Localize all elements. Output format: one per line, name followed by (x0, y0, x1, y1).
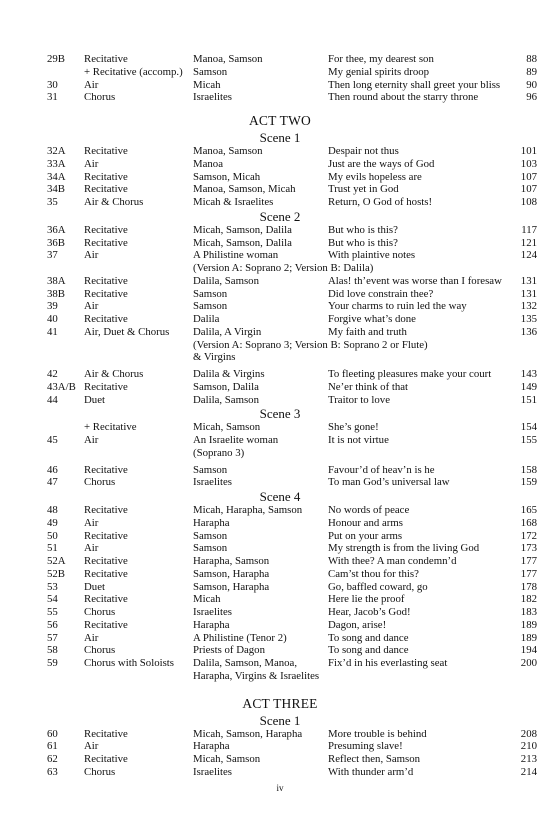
contents-entry (0, 581, 560, 594)
entry-page: 132 (520, 300, 537, 313)
contents-entry (0, 66, 560, 79)
contents-entry (0, 504, 560, 517)
entry-incipit: My genial spirits droop (328, 65, 430, 78)
entry-page: 159 (520, 476, 537, 489)
entry-type: Recitative (84, 145, 128, 157)
contents-entry (0, 766, 560, 779)
entry-type: + Recitative (accomp.) (84, 65, 183, 78)
entry-number: 40 (47, 313, 58, 325)
entry-incipit: But who is this? (328, 223, 398, 236)
entry-characters: Micah (193, 593, 221, 606)
entry-type: Air (84, 157, 99, 170)
entry-incipit: Reflect then, Samson (328, 753, 421, 765)
entry-number: 34B (47, 183, 65, 196)
entry-note-text: (Version A: Soprano 2; Version B: Dalila) (193, 262, 374, 274)
entry-incipit: No words of peace (328, 504, 410, 516)
entry-page: 89 (526, 65, 537, 78)
contents-entry (0, 300, 560, 313)
entry-type: Duet (84, 580, 105, 593)
entry-characters: Samson, Harapha (193, 567, 270, 580)
entry-page: 117 (521, 223, 537, 236)
entry-page: 208 (520, 727, 537, 740)
entry-incipit: But who is this? (328, 236, 398, 249)
entry-page: 149 (520, 380, 537, 393)
entry-type: Air (84, 631, 99, 644)
contents-entry (0, 237, 560, 250)
contents-entry (0, 158, 560, 171)
contents-entry (0, 288, 560, 301)
entry-number: 31 (47, 91, 58, 104)
entry-characters: Samson, Dalila (193, 380, 259, 393)
contents-entry (0, 593, 560, 606)
entry-note-text: (Soprano 3) (193, 446, 245, 459)
entry-page: 108 (520, 196, 537, 208)
entry-incipit: Just are the ways of God (328, 157, 435, 170)
entry-incipit: Presuming slave! (328, 740, 403, 753)
entry-type: Chorus with Soloists (84, 657, 174, 669)
entry-note (0, 447, 560, 460)
entry-type: Recitative (84, 504, 128, 516)
entry-characters: Samson (193, 542, 228, 555)
entry-page: 200 (520, 657, 537, 669)
contents-entry (0, 224, 560, 237)
entry-type: Recitative (84, 313, 128, 325)
contents-entry (0, 728, 560, 741)
contents-entry (0, 196, 560, 209)
entry-incipit: Traitor to love (328, 393, 390, 406)
entry-number: 46 (47, 463, 58, 476)
entry-type: Chorus (84, 476, 116, 489)
scene-heading: Scene 4 (259, 489, 301, 504)
entry-number: 45 (47, 434, 58, 446)
entry-characters: An Israelite woman (193, 434, 279, 446)
contents-entry (0, 368, 560, 381)
entry-incipit: Cam’st thou for this? (328, 567, 419, 580)
entry-page: 107 (520, 170, 537, 183)
entry-type: Air (84, 249, 99, 262)
contents-entry (0, 394, 560, 407)
entry-number: 29B (47, 53, 65, 65)
entry-note (0, 351, 560, 364)
entry-type: Air, Duet & Chorus (84, 325, 170, 338)
contents-entry (0, 530, 560, 543)
entry-number: 30 (47, 78, 58, 91)
contents-entry (0, 183, 560, 196)
entry-type: Duet (84, 393, 105, 406)
entry-incipit: My faith and truth (328, 325, 407, 338)
entry-type: Air (84, 740, 99, 753)
entry-page: 173 (520, 542, 537, 555)
entry-page: 177 (520, 567, 537, 580)
entry-incipit: Your charms to ruin led the way (328, 300, 467, 313)
contents-entry (0, 421, 560, 434)
entry-characters: A Philistine (Tenor 2) (193, 631, 287, 644)
entry-characters: Harapha, Samson (193, 555, 270, 567)
entry-page: 154 (520, 421, 537, 434)
entry-incipit: Alas! th’event was worse than I foresaw (328, 274, 502, 287)
entry-number: 35 (47, 196, 58, 208)
scene-heading: Scene 1 (259, 130, 301, 145)
entry-page: 168 (520, 516, 537, 529)
contents-entry (0, 568, 560, 581)
entry-type: Recitative (84, 170, 128, 183)
entry-number: 57 (47, 631, 58, 644)
act-heading: ACT THREE (242, 695, 318, 711)
entry-type: Recitative (84, 567, 128, 580)
entry-number: 60 (47, 727, 58, 740)
entry-characters: Micah & Israelites (193, 196, 274, 208)
entry-type: Chorus (84, 606, 116, 618)
entry-page: 214 (520, 765, 537, 778)
entry-incipit: Here lie the proof (328, 593, 405, 606)
entry-number: 47 (47, 476, 58, 489)
contents-entry (0, 657, 560, 670)
entry-characters: Dalila, Samson (193, 274, 259, 287)
entry-characters: Israelites (193, 606, 232, 618)
entry-incipit: To song and dance (328, 644, 409, 657)
contents-entry (0, 753, 560, 766)
entry-note (0, 262, 560, 275)
entry-incipit: Ne’er think of that (328, 380, 409, 393)
entry-number: 37 (47, 249, 58, 262)
contents-listing (0, 53, 560, 779)
entry-type: Chorus (84, 91, 116, 104)
entry-type: Air & Chorus (84, 368, 144, 380)
entry-type: Recitative (84, 274, 128, 287)
entry-number: 56 (47, 618, 58, 631)
entry-number: 44 (47, 393, 58, 406)
entry-type: Air (84, 300, 99, 313)
entry-characters: Manoa, Samson, Micah (193, 183, 296, 196)
entry-characters: Micah (193, 78, 221, 91)
contents-entry (0, 249, 560, 262)
contents-entry (0, 632, 560, 645)
entry-number: 38B (47, 287, 65, 300)
entry-characters: A Philistine woman (193, 249, 279, 262)
entry-incipit: Return, O God of hosts! (328, 196, 433, 208)
page-folio: iv (276, 783, 284, 793)
entry-number: 61 (47, 740, 58, 753)
entry-characters: Micah, Samson, Harapha (193, 727, 303, 740)
entry-page: 151 (520, 393, 537, 406)
entry-characters: Israelites (193, 91, 232, 104)
entry-characters: Dalila, Samson (193, 393, 259, 406)
entry-characters: Harapha (193, 618, 230, 631)
entry-page: 90 (526, 78, 537, 91)
entry-page: 101 (520, 145, 537, 157)
entry-characters: Micah, Samson (193, 421, 261, 434)
entry-characters: Samson (193, 287, 228, 300)
entry-characters: Samson (193, 529, 228, 542)
entry-number: 53 (47, 580, 58, 593)
entry-incipit: Favour’d of heav’n is he (328, 463, 435, 476)
entry-number: 52A (47, 555, 66, 567)
entry-incipit: Fix’d in his everlasting seat (328, 657, 448, 669)
entry-incipit: With plaintive notes (328, 249, 416, 262)
entry-number: 49 (47, 516, 58, 529)
entry-page: 143 (520, 368, 537, 380)
entry-incipit: Put on your arms (328, 529, 403, 542)
entry-number: 58 (47, 644, 58, 657)
entry-type: Recitative (84, 380, 128, 393)
contents-entry (0, 381, 560, 394)
entry-characters: Dalila, Samson, Manoa, (193, 657, 298, 669)
entry-note (0, 670, 560, 683)
entry-number: 33A (47, 157, 66, 170)
entry-type: Recitative (84, 223, 128, 236)
entry-type: Air (84, 542, 99, 555)
entry-type: Air (84, 78, 99, 91)
entry-characters: Micah, Samson (193, 753, 261, 765)
entry-type: Recitative (84, 53, 128, 65)
entry-characters: Israelites (193, 476, 232, 489)
contents-entry (0, 517, 560, 530)
entry-page: 213 (520, 753, 537, 765)
scene-heading: Scene 2 (259, 208, 301, 224)
entry-characters: Dalila (193, 313, 220, 325)
entry-type: Air & Chorus (84, 196, 144, 208)
entry-incipit: My strength is from the living God (328, 542, 480, 555)
entry-incipit: Go, baffled coward, go (328, 580, 428, 593)
entry-characters: Priests of Dagon (193, 644, 265, 657)
entry-incipit: Then long eternity shall greet your bliss (328, 78, 501, 91)
contents-entry (0, 275, 560, 288)
entry-type: Chorus (84, 765, 116, 778)
contents-entry (0, 91, 560, 104)
contents-entry (0, 464, 560, 477)
entry-incipit: To man God’s universal law (328, 476, 450, 489)
contents-entry (0, 555, 560, 568)
entry-incipit: Then round about the starry throne (328, 91, 479, 104)
entry-page: 165 (520, 504, 537, 516)
entry-note (0, 339, 560, 352)
contents-entry (0, 145, 560, 158)
entry-number: 50 (47, 529, 58, 542)
entry-page: 131 (520, 287, 537, 300)
entry-page: 131 (520, 274, 537, 287)
contents-entry (0, 79, 560, 92)
entry-page: 103 (520, 157, 537, 170)
entry-incipit: She’s gone! (328, 421, 379, 434)
entry-number: 43A/B (47, 380, 76, 393)
entry-type: Recitative (84, 287, 128, 300)
contents-entry (0, 606, 560, 619)
contents-entry (0, 171, 560, 184)
entry-number: 34A (47, 170, 66, 183)
entry-note-text: (Version A: Soprano 3; Version B: Soprano 2 or Flute) (193, 338, 428, 351)
entry-incipit: For thee, my dearest son (328, 53, 434, 65)
entry-characters: Samson (193, 65, 228, 78)
entry-number: 38A (47, 274, 66, 287)
scene-heading: Scene 1 (259, 712, 301, 728)
entry-page: 136 (520, 325, 537, 338)
entry-number: 55 (47, 606, 58, 618)
contents-entry (0, 434, 560, 447)
entry-number: 36B (47, 236, 65, 249)
entry-number: 36A (47, 223, 66, 236)
entry-number: 63 (47, 765, 58, 778)
entry-number: 51 (47, 542, 58, 555)
entry-page: 155 (520, 434, 537, 446)
entry-page: 158 (520, 463, 537, 476)
contents-entry (0, 740, 560, 753)
entry-page: 177 (520, 555, 537, 567)
entry-type: Recitative (84, 753, 128, 765)
entry-characters: Harapha (193, 740, 230, 753)
entry-characters: Manoa, Samson (193, 145, 263, 157)
entry-characters: Micah, Samson, Dalila (193, 236, 292, 249)
entry-number: 39 (47, 300, 58, 313)
entry-incipit: My evils hopeless are (328, 170, 422, 183)
entry-page: 96 (526, 91, 537, 104)
entry-type: Recitative (84, 555, 128, 567)
entry-characters: Micah, Harapha, Samson (193, 504, 303, 516)
contents-entry (0, 313, 560, 326)
entry-type: Recitative (84, 236, 128, 249)
entry-incipit: More trouble is behind (328, 727, 427, 740)
entry-characters: Samson (193, 463, 228, 476)
entry-page: 189 (520, 618, 537, 631)
entry-page: 124 (520, 249, 537, 262)
contents-entry (0, 326, 560, 339)
entry-type: Recitative (84, 183, 128, 196)
entry-incipit: To song and dance (328, 631, 409, 644)
entry-characters: Harapha (193, 516, 230, 529)
entry-page: 194 (520, 644, 537, 657)
entry-number: 32A (47, 145, 66, 157)
entry-page: 135 (520, 313, 537, 325)
entry-page: 182 (520, 593, 537, 606)
entry-number: 59 (47, 657, 58, 669)
contents-entry (0, 619, 560, 632)
contents-entry (0, 542, 560, 555)
entry-page: 189 (520, 631, 537, 644)
entry-page: 172 (520, 529, 537, 542)
entry-characters: Samson, Harapha (193, 580, 270, 593)
act-heading: ACT TWO (248, 113, 312, 128)
entry-characters: Samson, Micah (193, 170, 261, 183)
entry-note-text: & Virgins (193, 351, 236, 364)
entry-page: 178 (520, 580, 537, 593)
entry-incipit: Trust yet in God (328, 183, 399, 196)
contents-entry (0, 476, 560, 489)
entry-number: 48 (47, 504, 58, 516)
entry-characters: Samson (193, 300, 228, 313)
entry-page: 88 (526, 53, 537, 65)
entry-incipit: With thee? A man condemn’d (328, 555, 457, 567)
entry-incipit: It is not virtue (328, 434, 389, 446)
entry-page: 121 (520, 236, 537, 249)
entry-incipit: Despair not thus (328, 145, 399, 157)
entry-type: Recitative (84, 727, 128, 740)
entry-type: Recitative (84, 529, 128, 542)
entry-type: Chorus (84, 644, 116, 657)
entry-page: 183 (520, 606, 537, 618)
entry-incipit: To fleeting pleasures make your court (328, 368, 492, 380)
entry-number: 54 (47, 593, 58, 606)
entry-incipit: Honour and arms (328, 516, 403, 529)
entry-number: 42 (47, 368, 58, 380)
entry-incipit: Forgive what’s done (328, 313, 416, 325)
scene-heading: Scene 3 (259, 406, 301, 422)
entry-number: 41 (47, 325, 58, 338)
entry-type: + Recitative (84, 421, 137, 434)
entry-incipit: Did love constrain thee? (328, 287, 434, 300)
entry-type: Recitative (84, 593, 128, 606)
entry-type: Recitative (84, 463, 128, 476)
contents-entry (0, 644, 560, 657)
entry-characters: Dalila, A Virgin (193, 325, 262, 338)
entry-characters: Manoa (193, 157, 223, 170)
entry-type: Recitative (84, 618, 128, 631)
contents-entry (0, 53, 560, 66)
entry-characters: Dalila & Virgins (193, 368, 265, 380)
entry-note-text: Harapha, Virgins & Israelites (193, 669, 320, 682)
entry-type: Air (84, 434, 99, 446)
entry-characters: Israelites (193, 765, 232, 778)
entry-incipit: Dagon, arise! (328, 618, 387, 631)
entry-page: 210 (520, 740, 537, 753)
entry-characters: Manoa, Samson (193, 53, 263, 65)
entry-number: 52B (47, 567, 65, 580)
entry-number: 62 (47, 753, 58, 765)
entry-incipit: With thunder arm’d (328, 765, 414, 778)
entry-characters: Micah, Samson, Dalila (193, 223, 292, 236)
entry-type: Air (84, 516, 99, 529)
entry-page: 107 (520, 183, 537, 196)
entry-incipit: Hear, Jacob’s God! (328, 606, 411, 618)
